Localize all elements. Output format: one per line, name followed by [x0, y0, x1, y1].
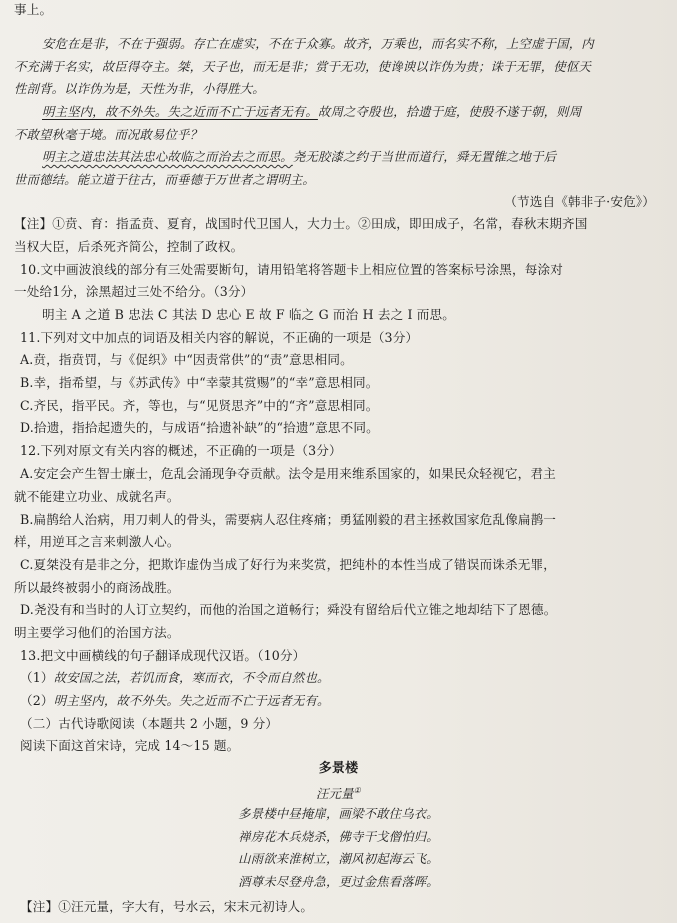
- poem-author-name: 汪元量: [316, 786, 354, 802]
- question-12-option-b-line-2: 样，用逆耳之言来刺激人心。: [14, 534, 180, 549]
- section-heading-poetry: （二）古代诗歌阅读（本题共 2 小题，9 分）: [20, 716, 279, 731]
- passage-line-7: 世而德结。能立道于往古，而垂德于万世者之谓明主。: [14, 172, 315, 187]
- passage-line-6: [42, 149, 556, 165]
- text-line-carryover: 事上。: [14, 2, 53, 17]
- question-12-option-a-line-2: 就不能建立功业、成就名声。: [14, 489, 180, 504]
- question-12-stem: 12.下列对原文有关内容的概述，不正确的一项是（3分）: [20, 443, 342, 458]
- question-11-stem: 11.下列对文中加点的词语及相关内容的解说，不正确的一项是（3分）: [20, 330, 419, 345]
- poem-title: 多景楼: [318, 761, 359, 776]
- poem-line-3: 山雨欲来淮树立，潮风初起海云飞。: [238, 851, 439, 866]
- question-12-option-b-line-1: B.扁鹊给人治病，用刀刺人的骨头，需要病人忍住疼痛；勇猛刚毅的君主拯救国家危乱像扁鹊一: [20, 512, 557, 527]
- poem-annotation: 【注】①汪元量，字大有，号水云，宋末元初诗人。: [20, 899, 314, 914]
- question-10-line-2: 一处给1分，涂黑超过三处不给分。（3分）: [14, 284, 254, 299]
- poem-line-4: 酒尊未尽登舟急，更过金焦看落晖。: [238, 874, 439, 889]
- question-11-option-b: B.幸，指希望，与《苏武传》中“幸蒙其赏赐”的“幸”意思相同。: [20, 375, 379, 390]
- question-10-options: 明主 A 之道 B 忠法 C 其法 D 忠心 E 故 F 临之 G 而治 H 去之 I 而思。: [42, 307, 456, 322]
- passage-line-4-rest: 故周之夺殷也，拾遗于庭，使殷不遂于朝，则周: [317, 104, 582, 119]
- poem-line-2: 禅房花木兵烧杀，佛寺干戈僧怕归。: [238, 829, 439, 844]
- item-2-sentence: 明主坚内，故不外失。失之近而不亡于远者无有。: [53, 693, 330, 708]
- passage-line-5: 不敢望秋毫于境。而况敢易位乎？: [14, 127, 203, 142]
- question-12-option-a-line-1: A.安定会产生智士廉士，危乱会涌现争夺贡献。法令是用来维系国家的，如果民众轻视它，君主: [20, 466, 556, 481]
- question-11-option-c: C.齐民，指平民。齐，等也，与“见贤思齐”中的“齐”意思相同。: [20, 398, 379, 413]
- question-12-option-d-line-1: D.尧没有和当时的人订立契约，而他的治国之道畅行；舜没有留给后代立锥之地却结下了恩德。: [20, 602, 557, 617]
- passage-line-2: 不充满于名实，故臣得夺主。桀，天子也，而无是非；赏于无功，使谗谀以诈伪为贵；诛于无罪，使伛天: [14, 59, 591, 74]
- item-1-sentence: 故安国之法，若饥而食，寒而衣，不令而自然也。: [53, 670, 330, 685]
- annotation-line-1: 【注】①贲、育：指孟贲、夏育，战国时代卫国人，大力士。②田成，即田成子，名常，春秋末期齐国: [14, 216, 588, 231]
- question-12-option-c-line-2: 所以最终被弱小的商汤战胜。: [14, 580, 180, 595]
- poem-author-footnote-mark: ①: [353, 786, 361, 795]
- poetry-instruction: 阅读下面这首宋诗，完成 14～15 题。: [20, 738, 240, 753]
- item-2-number: （2）: [20, 693, 54, 708]
- passage-line-1: 安危在是非，不在于强弱。存亡在虚实，不在于众寡。故齐，万乘也，而名实不称，上空虚于国，内: [42, 36, 594, 51]
- passage-line-6-rest: 尧无胶漆之约于当世而道行，舜无置锥之地于后: [292, 149, 557, 164]
- wavy-underlined-segment: 明主之道忠法其法忠心故临之而治去之而思。: [42, 149, 293, 164]
- underlined-sentence-2: 明主坚内，故不外失。失之近而不亡于远者无有。: [42, 104, 318, 119]
- annotation-line-2: 当权大臣，后杀死齐简公，控制了政权。: [14, 239, 244, 254]
- item-1-number: （1）: [20, 670, 54, 685]
- question-10-line-1: 10.文中画波浪线的部分有三处需要断句，请用铅笔将答题卡上相应位置的答案标号涂黑，每涂对: [20, 262, 563, 277]
- source-citation: （节选自《韩非子·安危》）: [504, 194, 655, 209]
- poem-line-1: 多景楼中昼掩扉，画梁不敢住乌衣。: [238, 806, 439, 821]
- poem-author: [0, 783, 677, 802]
- question-11-option-a: A.贲，指贲罚，与《促织》中“因责常供”的“责”意思相同。: [20, 352, 353, 367]
- question-13-item-1: [20, 670, 330, 686]
- question-11-option-d: D.拾遗，指拾起遗失的，与成语“拾遗补缺”的“拾遗”意思不同。: [20, 420, 379, 435]
- question-13-stem: 13.把文中画横线的句子翻译成现代汉语。（10分）: [20, 648, 306, 663]
- passage-line-4: [42, 104, 581, 120]
- question-12-option-c-line-1: C.夏桀没有是非之分，把欺诈虚伪当成了好行为来奖赏，把纯朴的本性当成了错误而诛杀无罪，: [20, 557, 556, 572]
- passage-line-3: 性剖背。以诈伪为是，天性为非，小得胜大。: [14, 81, 265, 96]
- question-13-item-2: [20, 693, 330, 709]
- question-12-option-d-line-2: 明主要学习他们的治国方法。: [14, 625, 180, 640]
